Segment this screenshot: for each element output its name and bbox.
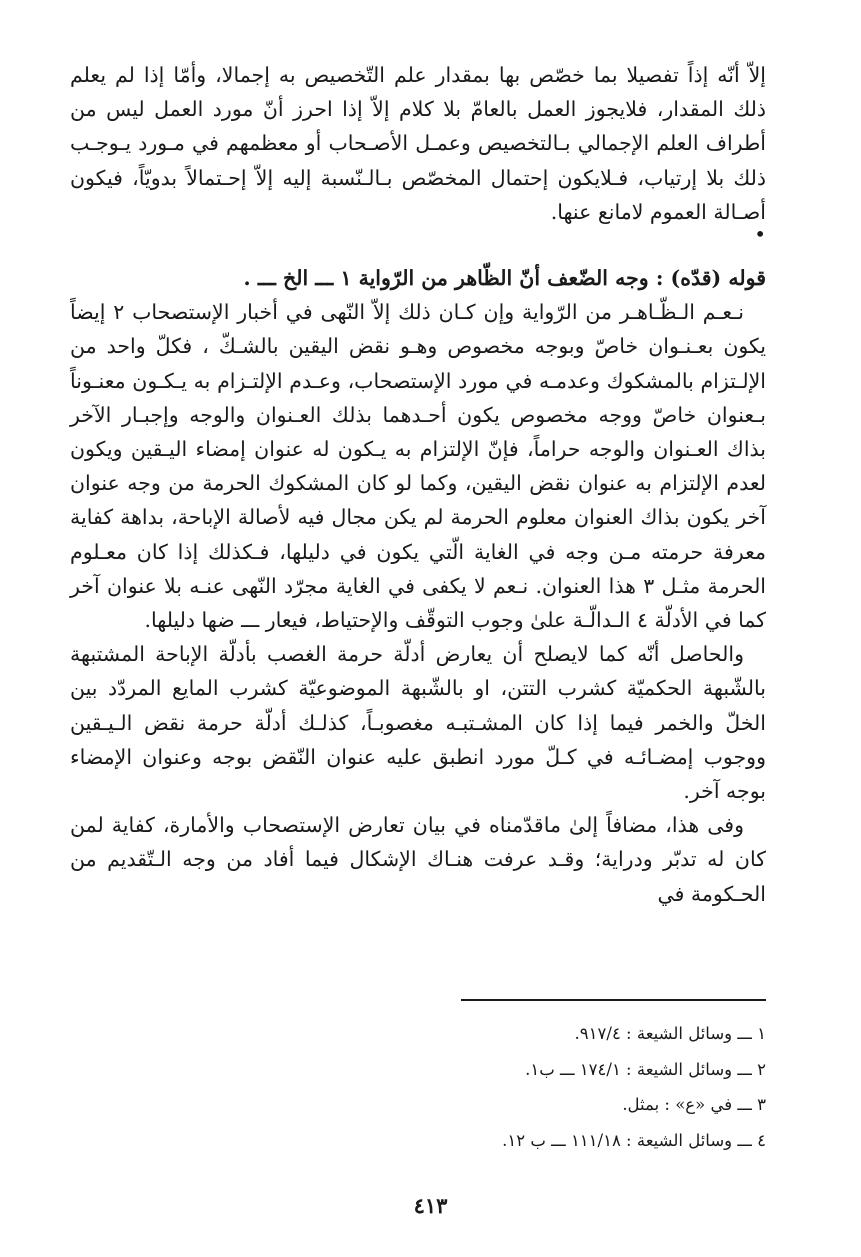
paragraph-3: والحاصل أنّه كما لايصلح أن يعارض أدلّة حرمة الغصب بأدلّة الإباحة المشتبهة بالشّبهة الحكميّة كشرب التتن، او بالشّبهة الموضوعيّة كشرب المايع المردّد بين الخلّ والخمر فيما إذا كان المشـتبـه مغصوبـاً، كذلـك أدلّة حرمة نقض الـيـقين ووجوب إمضـائـه في كـلّ مورد انطبق عليه عنوان النّقض بوجه وعنوان الإمضاء بوجه آخر.	[70, 642, 766, 804]
paragraph-1: إلاّ أنّه إذاً تفصيلا بما خصّص بها بمقدار علم التّخصيص به إجمالا، وأمّا إذا لم يعلم ذلك المقدار، فلايجوز العمل بالعامّ بلا كلام إلاّ إذا احرز أنّ مورد العمل ليس من أطراف العلم الإجمالي بـالتخصيص وعمـل الأصـحاب أو معظمهم في مـورد يـوجـب ذلك بلا إرتياب، فـلايكون إحتمال المخصّص بـالـنّسبة إليه إلاّ إحـتمالاً بدويّاً، فيكون أصـالة العموم لامانع عنها.	[70, 63, 766, 224]
footnote-3: ٣ ـــ في «ع» : بمثل.	[622, 1095, 766, 1114]
section-heading: قوله (قدّه) : وجه الضّعف أنّ الظّاهر من الرّواية ١ ـــ الخ ـــ .	[243, 266, 766, 291]
paragraph-2: نـعـم الـظّـاهـر من الرّواية وإن كـان ذلك إلاّ النّهى في أخبار الإستصحاب ٢ إيضاً يكون بعـنـوان خاصّ وبوجه مخصوص وهـو نقض اليقين بالشـكّ ، فكلّ واحد من الإلـتزام بالمشكوك وعدمـه في مورد الإستصحاب، وعـدم الإلتـزام به يـكـون معنـوناً بـعنوان خاصّ ووجه مخصوص يكون أحـدهما بذلك العـنوان والوجه وإجبـار الآخر بذاك العـنوان والوجه حراماً، فإنّ الإلتزام به يـكون له عنوان إمضاء اليـقين ويكون لعدم الإلتزام به عنوان نقض اليقين، وكما لو كان المشكوك الحرمة من وجه عنوان آخر يكون بذاك العنوان معلوم الحرمة لم يكن مجال فيه لأصالة الإباحة، بداهة كفاية معرفة حرمته مـن وجه في الغاية الّتي يكون في دليلها، فـكذلك إذا كان معـلوم الحرمة مثـل ٣ هذا العنوان. نـعم لا يكفى في الغاية مجرّد النّهى عنـه بلا عنوان آخر كما في الأدلّة ٤ الـدالّـة علىٰ وجوب التوقّف والإحتياط، فيعار ـــ ضها دليلها.	[70, 300, 767, 633]
footnote-4: ٤ ـــ وسائل الشيعة : ١١١/١٨ ـــ ب ١٢.	[502, 1130, 766, 1150]
separator-dot: •	[754, 222, 766, 247]
footnote-2: ٢ ـــ وسائل الشيعة : ١٧٤/١ ـــ ب١.	[525, 1059, 766, 1079]
paragraph-4: وفى هذا، مضافاً إلىٰ ماقدّمناه في بيان تعارض الإستصحاب والأمارة، كفاية لمن كان له تدبّر ودراية؛ وقـد عرفت هنـاك الإشكال فيما أفاد من وجه الـتّقديم من الحـكومة في	[70, 813, 766, 906]
footnote-1: ١ ـــ وسائل الشيعة : ٩١٧/٤.	[574, 1024, 766, 1043]
footnote-divider	[461, 999, 766, 1001]
footnotes	[70, 1016, 766, 1158]
page-number: ٤١٣	[413, 1193, 448, 1218]
page-body	[70, 58, 766, 911]
